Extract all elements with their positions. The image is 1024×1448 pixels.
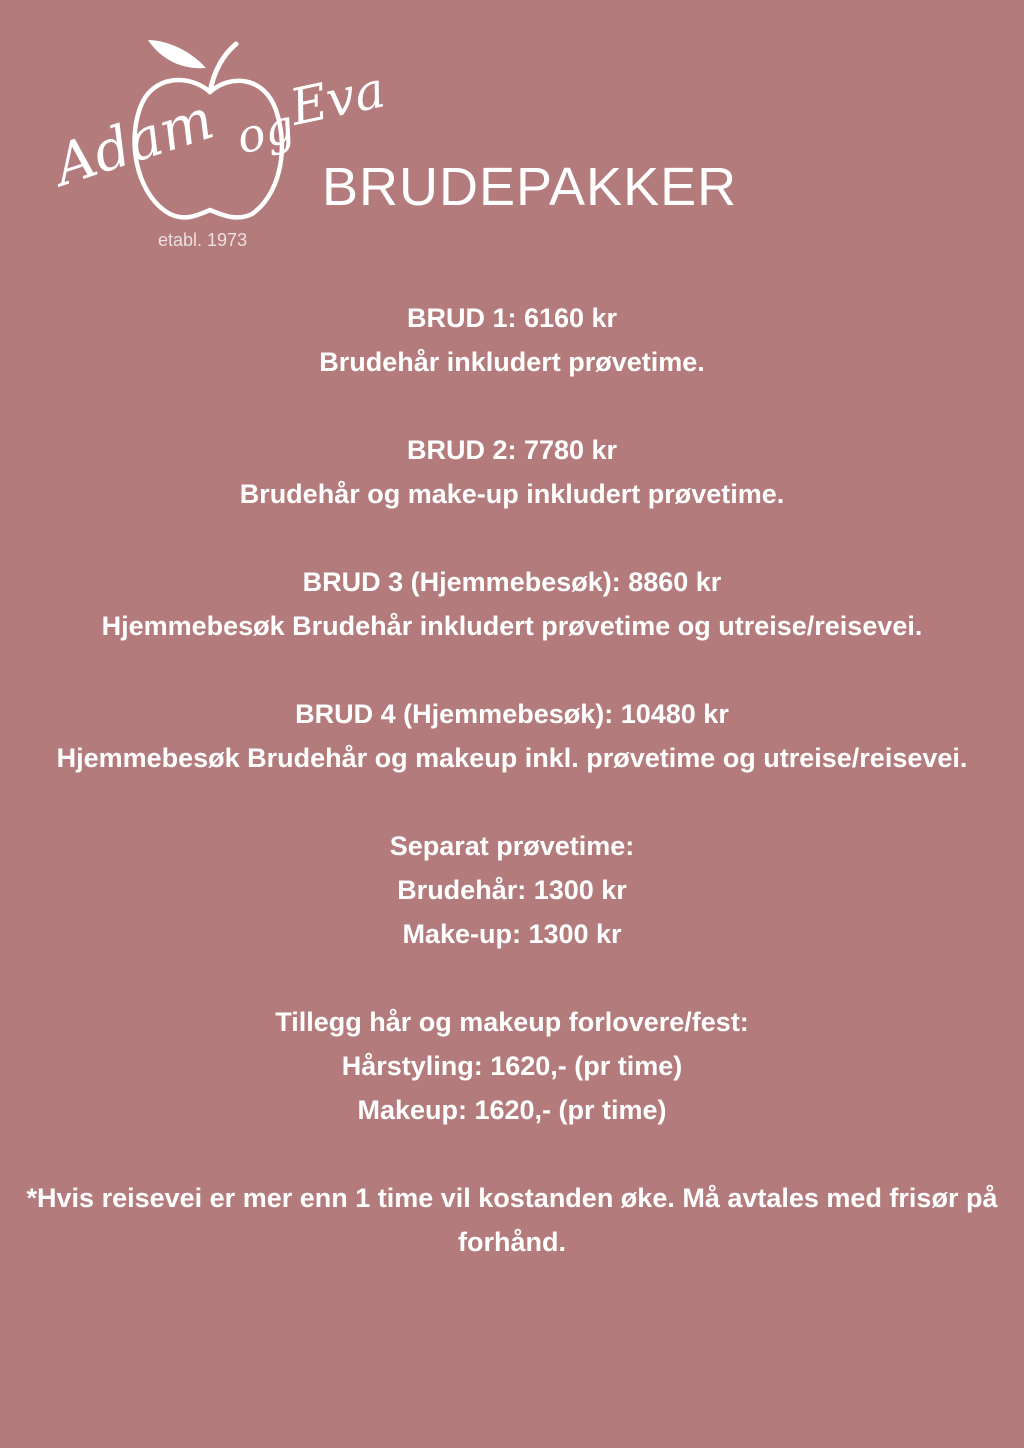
- package-heading: BRUD 4 (Hjemmebesøk): 10480 kr: [295, 699, 729, 729]
- price-list: [0, 296, 1024, 1308]
- package-heading: BRUD 3 (Hjemmebesøk): 8860 kr: [302, 567, 722, 597]
- trial-item-hair: Brudehår: 1300 kr: [397, 875, 627, 905]
- trial-session-prices: [0, 824, 1024, 956]
- travel-note-text: *Hvis reisevei er mer enn 1 time vil kostanden øke. Må avtales med frisør på forhånd.: [26, 1183, 998, 1257]
- header: [0, 0, 1024, 270]
- extras-heading: Tillegg hår og makeup forlovere/fest:: [275, 1007, 749, 1037]
- package-heading: BRUD 2: 7780 kr: [406, 435, 618, 465]
- package-description: Hjemmebesøk Brudehår og makeup inkl. prøvetime og utreise/reisevei.: [56, 743, 968, 773]
- logo-word-og: og: [231, 98, 300, 165]
- package-brud-2: [0, 428, 1024, 516]
- brand-logo: [40, 30, 400, 260]
- page-title: BRUDEPAKKER: [322, 157, 738, 217]
- extras-prices: [0, 1000, 1024, 1132]
- package-heading: BRUD 1: 6160 kr: [406, 303, 618, 333]
- package-description: Brudehår inkludert prøvetime.: [319, 347, 705, 377]
- logo-word-eva: Eva: [285, 60, 390, 137]
- package-brud-3: [0, 560, 1024, 648]
- extras-item-makeup: Makeup: 1620,- (pr time): [357, 1095, 667, 1125]
- trial-item-makeup: Make-up: 1300 kr: [402, 919, 622, 949]
- package-brud-1: [0, 296, 1024, 384]
- package-description: Hjemmebesøk Brudehår inkludert prøvetime og utreise/reisevei.: [101, 611, 923, 641]
- package-description: Brudehår og make-up inkludert prøvetime.: [239, 479, 785, 509]
- trial-heading: Separat prøvetime:: [389, 831, 635, 861]
- package-brud-4: [0, 692, 1024, 780]
- logo-word-adam: Adam: [46, 86, 222, 200]
- extras-item-hairstyling: Hårstyling: 1620,- (pr time): [341, 1051, 683, 1081]
- logo-tagline: etabl. 1973: [158, 230, 248, 250]
- travel-note: [0, 1176, 1024, 1264]
